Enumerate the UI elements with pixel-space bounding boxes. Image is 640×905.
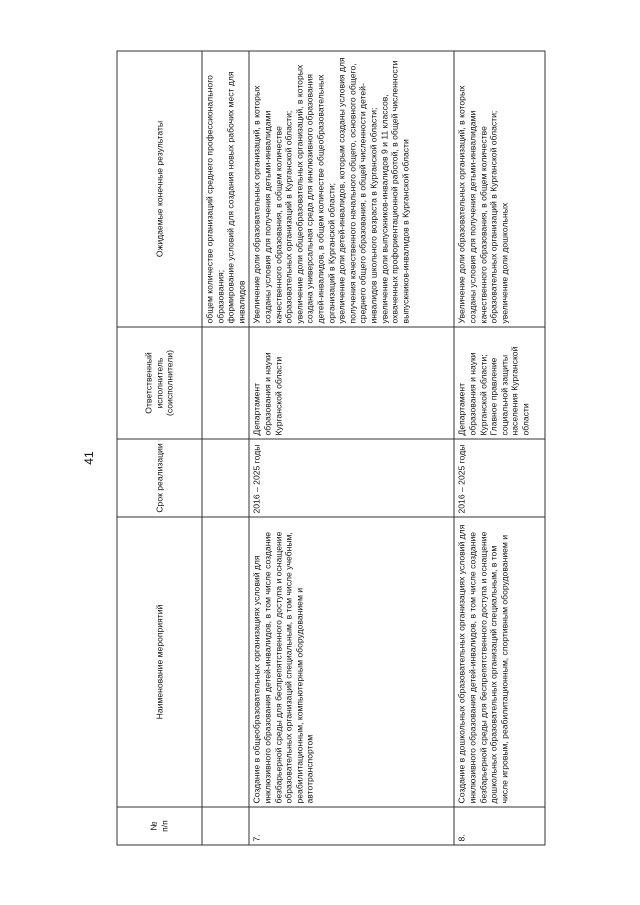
header-executor: Ответственный исполнитель (соисполнители)	[117, 327, 202, 439]
cell-name	[202, 517, 249, 807]
measures-table	[116, 50, 545, 845]
cell-term: 2016 – 2025 годы	[454, 439, 545, 517]
table-row-7	[249, 51, 454, 845]
table-row-8	[454, 51, 545, 845]
cell-executor: Департамент образования и науки Курганской области	[249, 327, 454, 439]
cell-num: 8.	[454, 807, 545, 845]
cell-name: Создание в дошкольных образовательных организациях условий для инклюзивного образования детей-инвалидов, в том числе создание безбарьерной среды для беспрепятственного доступа и оснащение дошкольных образовательных организаций специальным, в том числе игровым, реабилитационным, спортивным оборудованием и	[454, 517, 545, 807]
cell-results: общем количестве организаций среднего профессионального образования; формирование условий для создания новых рабочих мест для инвалидов	[202, 51, 249, 327]
table-header-row	[117, 51, 202, 845]
cell-name: Создание в общеобразовательных организациях условий для инклюзивного образования детей-инвалидов, в том числе создание безбарьерной среды для беспрепятственного доступа и оснащение образовательных организаций специальным, в том числе учебным, реабилитационным, компьютерным оборудованием и автотранспортом	[249, 517, 454, 807]
table-row-continuation	[202, 51, 249, 845]
page-number: 41	[82, 451, 96, 465]
cell-results: Увеличение доли образовательных организаций, в которых созданы условия для получения детьми-инвалидами качественного образования, в общем количестве образовательных организаций в Курганской области; увеличение доли общеобразовательных организаций, в которых создана универсальная среда для инклюзивного образования детей-инвалидов, в общем количестве общеобразовательных организаций в Курганской области; увеличение доли детей-инвалидов, которым созданы условия для получения качественного начального общего, основного общего, среднего общего образования, в общей численности детей-инвалидов школьного возраста в Курганской области; увеличение доли выпускников-инвалидов 9 и 11 классов, охваченных профориентационной работой, в общей численности выпускников-инвалидов в Курганской области	[249, 51, 454, 327]
header-name: Наименование мероприятий	[117, 517, 202, 807]
cell-num	[202, 807, 249, 845]
cell-term: 2016 – 2025 годы	[249, 439, 454, 517]
cell-term	[202, 439, 249, 517]
cell-results: Увеличение доли образовательных организаций, в которых созданы условия для получения детьми-инвалидами качественного образования, в общем количестве образовательных организаций в Курганской области; увеличение доли дошкольных	[454, 51, 545, 327]
cell-num: 7.	[249, 807, 454, 845]
header-num: № п/п	[117, 807, 202, 845]
cell-executor	[202, 327, 249, 439]
header-term: Срок реализации	[117, 439, 202, 517]
header-results: Ожидаемые конечные результаты	[117, 51, 202, 327]
rotated-table-wrapper	[116, 50, 530, 845]
landscape-page	[116, 50, 530, 845]
cell-executor: Департамент образования и науки Курганской области; Главное правление социальной защиты населения Курганской области	[454, 327, 545, 439]
